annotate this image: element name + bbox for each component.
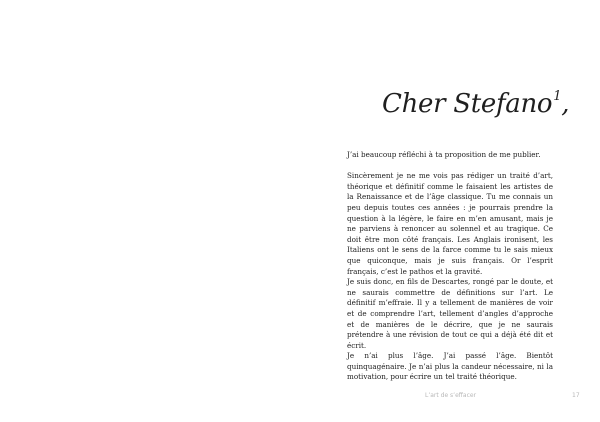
paragraph-2: Je suis donc, en fils de Descartes, rongé par le doute, et ne saurais commettre de définitions sur l’art. Le définitif m’effraie. Il y a tellement de manières de voir et de comprendre l’art, tellement d’angles d’approche et de manières de le décrire, que je ne saurais prétendre à une révision de tout ce qui a déjà été dit et écrit. [347,277,553,350]
footnote-marker: 1 [553,89,562,105]
paragraph-3: Je n’ai plus l’âge. J’ai passé l’âge. Bientôt quinquagénaire. Je n’ai plus la candeur nécessaire, ni la motivation, pour écrire un tel traité théorique. [347,351,553,382]
chapter-title [382,89,569,119]
chapter-title-text: Cher Stefano [382,89,553,120]
paragraph-1: Sincèrement je ne me vois pas rédiger un traité d’art, théorique et définitif comme le faisaient les artistes de la Renaissance et de l’âge classique. Tu me connais un peu depuis toutes ces années : je pourrais prendre la question à la légère, le faire en m’en amusant, mais je ne parviens à renoncer au solennel et au tragique. Ce doit être mon côté français. Les Anglais ironisent, les Italiens ont le sens de la farce comme tu le sais mieux que quiconque, mais je suis français. Or l’esprit français, c’est le pathos et la gravité. [347,171,553,276]
page-number: 17 [572,392,580,399]
running-title: L’art de s’effacer [425,392,477,399]
intro-paragraph: J’ai beaucoup réfléchi à ta proposition de me publier. [347,150,541,159]
title-comma: , [561,89,570,120]
letter-body [347,150,553,383]
